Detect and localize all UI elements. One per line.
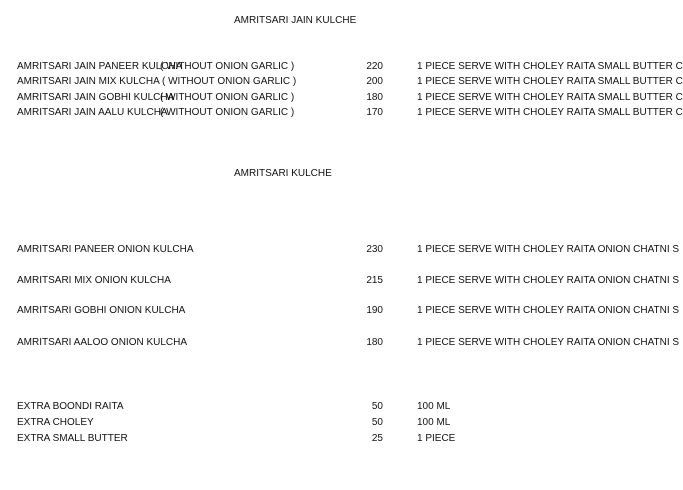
item-name: EXTRA SMALL BUTTER [17,433,128,444]
item-description: 1 PIECE SERVE WITH CHOLEY RAITA ONION CHATNI S [417,275,680,286]
menu-item [17,433,650,447]
item-name: AMRITSARI JAIN GOBHI KULCHA [17,92,175,103]
menu-item [17,92,683,106]
item-name: AMRITSARI PANEER ONION KULCHA [17,244,194,255]
menu-item [17,61,683,75]
item-description: 1 PIECE SERVE WITH CHOLEY RAITA ONION CHATNI S [417,244,680,255]
menu-item [17,417,650,431]
item-note: ( WITHOUT ONION GARLIC ) [162,76,297,87]
section-title-kulche: AMRITSARI KULCHE [234,168,332,179]
menu-item [17,107,683,121]
menu-item [17,305,680,319]
item-price: 200 [366,76,383,87]
item-description: 100 ML [417,417,451,428]
item-price: 180 [366,337,383,348]
item-price: 230 [366,244,383,255]
item-price: 170 [366,107,383,118]
item-price: 50 [371,417,383,428]
item-description: 1 PIECE SERVE WITH CHOLEY RAITA SMALL BUTTER C [417,107,683,118]
item-price: 50 [371,401,383,412]
item-price: 25 [371,433,383,444]
item-price: 215 [366,275,383,286]
menu-item [17,337,680,351]
item-name: EXTRA CHOLEY [17,417,94,428]
item-name: AMRITSARI AALOO ONION KULCHA [17,337,188,348]
item-name: AMRITSARI JAIN AALU KULCHA [17,107,168,118]
item-description: 1 PIECE SERVE WITH CHOLEY RAITA SMALL BUTTER C [417,76,683,87]
item-description: 1 PIECE SERVE WITH CHOLEY RAITA ONION CHATNI S [417,337,680,348]
item-description: 1 PIECE SERVE WITH CHOLEY RAITA SMALL BUTTER C [417,61,683,72]
item-price: 190 [366,305,383,316]
menu-item [17,401,650,415]
item-name: AMRITSARI JAIN MIX KULCHA [17,76,160,87]
item-description: 100 ML [417,401,451,412]
menu-item [17,275,680,289]
menu-item [17,244,680,258]
item-name: AMRITSARI GOBHI ONION KULCHA [17,305,186,316]
item-note: ( WITHOUT ONION GARLIC ) [160,61,295,72]
item-name: AMRITSARI MIX ONION KULCHA [17,275,171,286]
item-price: 180 [366,92,383,103]
item-note: ( WITHOUT ONION GARLIC ) [160,107,295,118]
section-title-jain-kulche: AMRITSARI JAIN KULCHE [234,15,357,26]
menu-item [17,76,683,90]
item-note: ( WITHOUT ONION GARLIC ) [160,92,295,103]
item-price: 220 [366,61,383,72]
item-description: 1 PIECE [417,433,456,444]
item-name: AMRITSARI JAIN PANEER KULCHA [17,61,183,72]
item-name: EXTRA BOONDI RAITA [17,401,124,412]
item-description: 1 PIECE SERVE WITH CHOLEY RAITA ONION CHATNI S [417,305,680,316]
item-description: 1 PIECE SERVE WITH CHOLEY RAITA SMALL BUTTER C [417,92,683,103]
